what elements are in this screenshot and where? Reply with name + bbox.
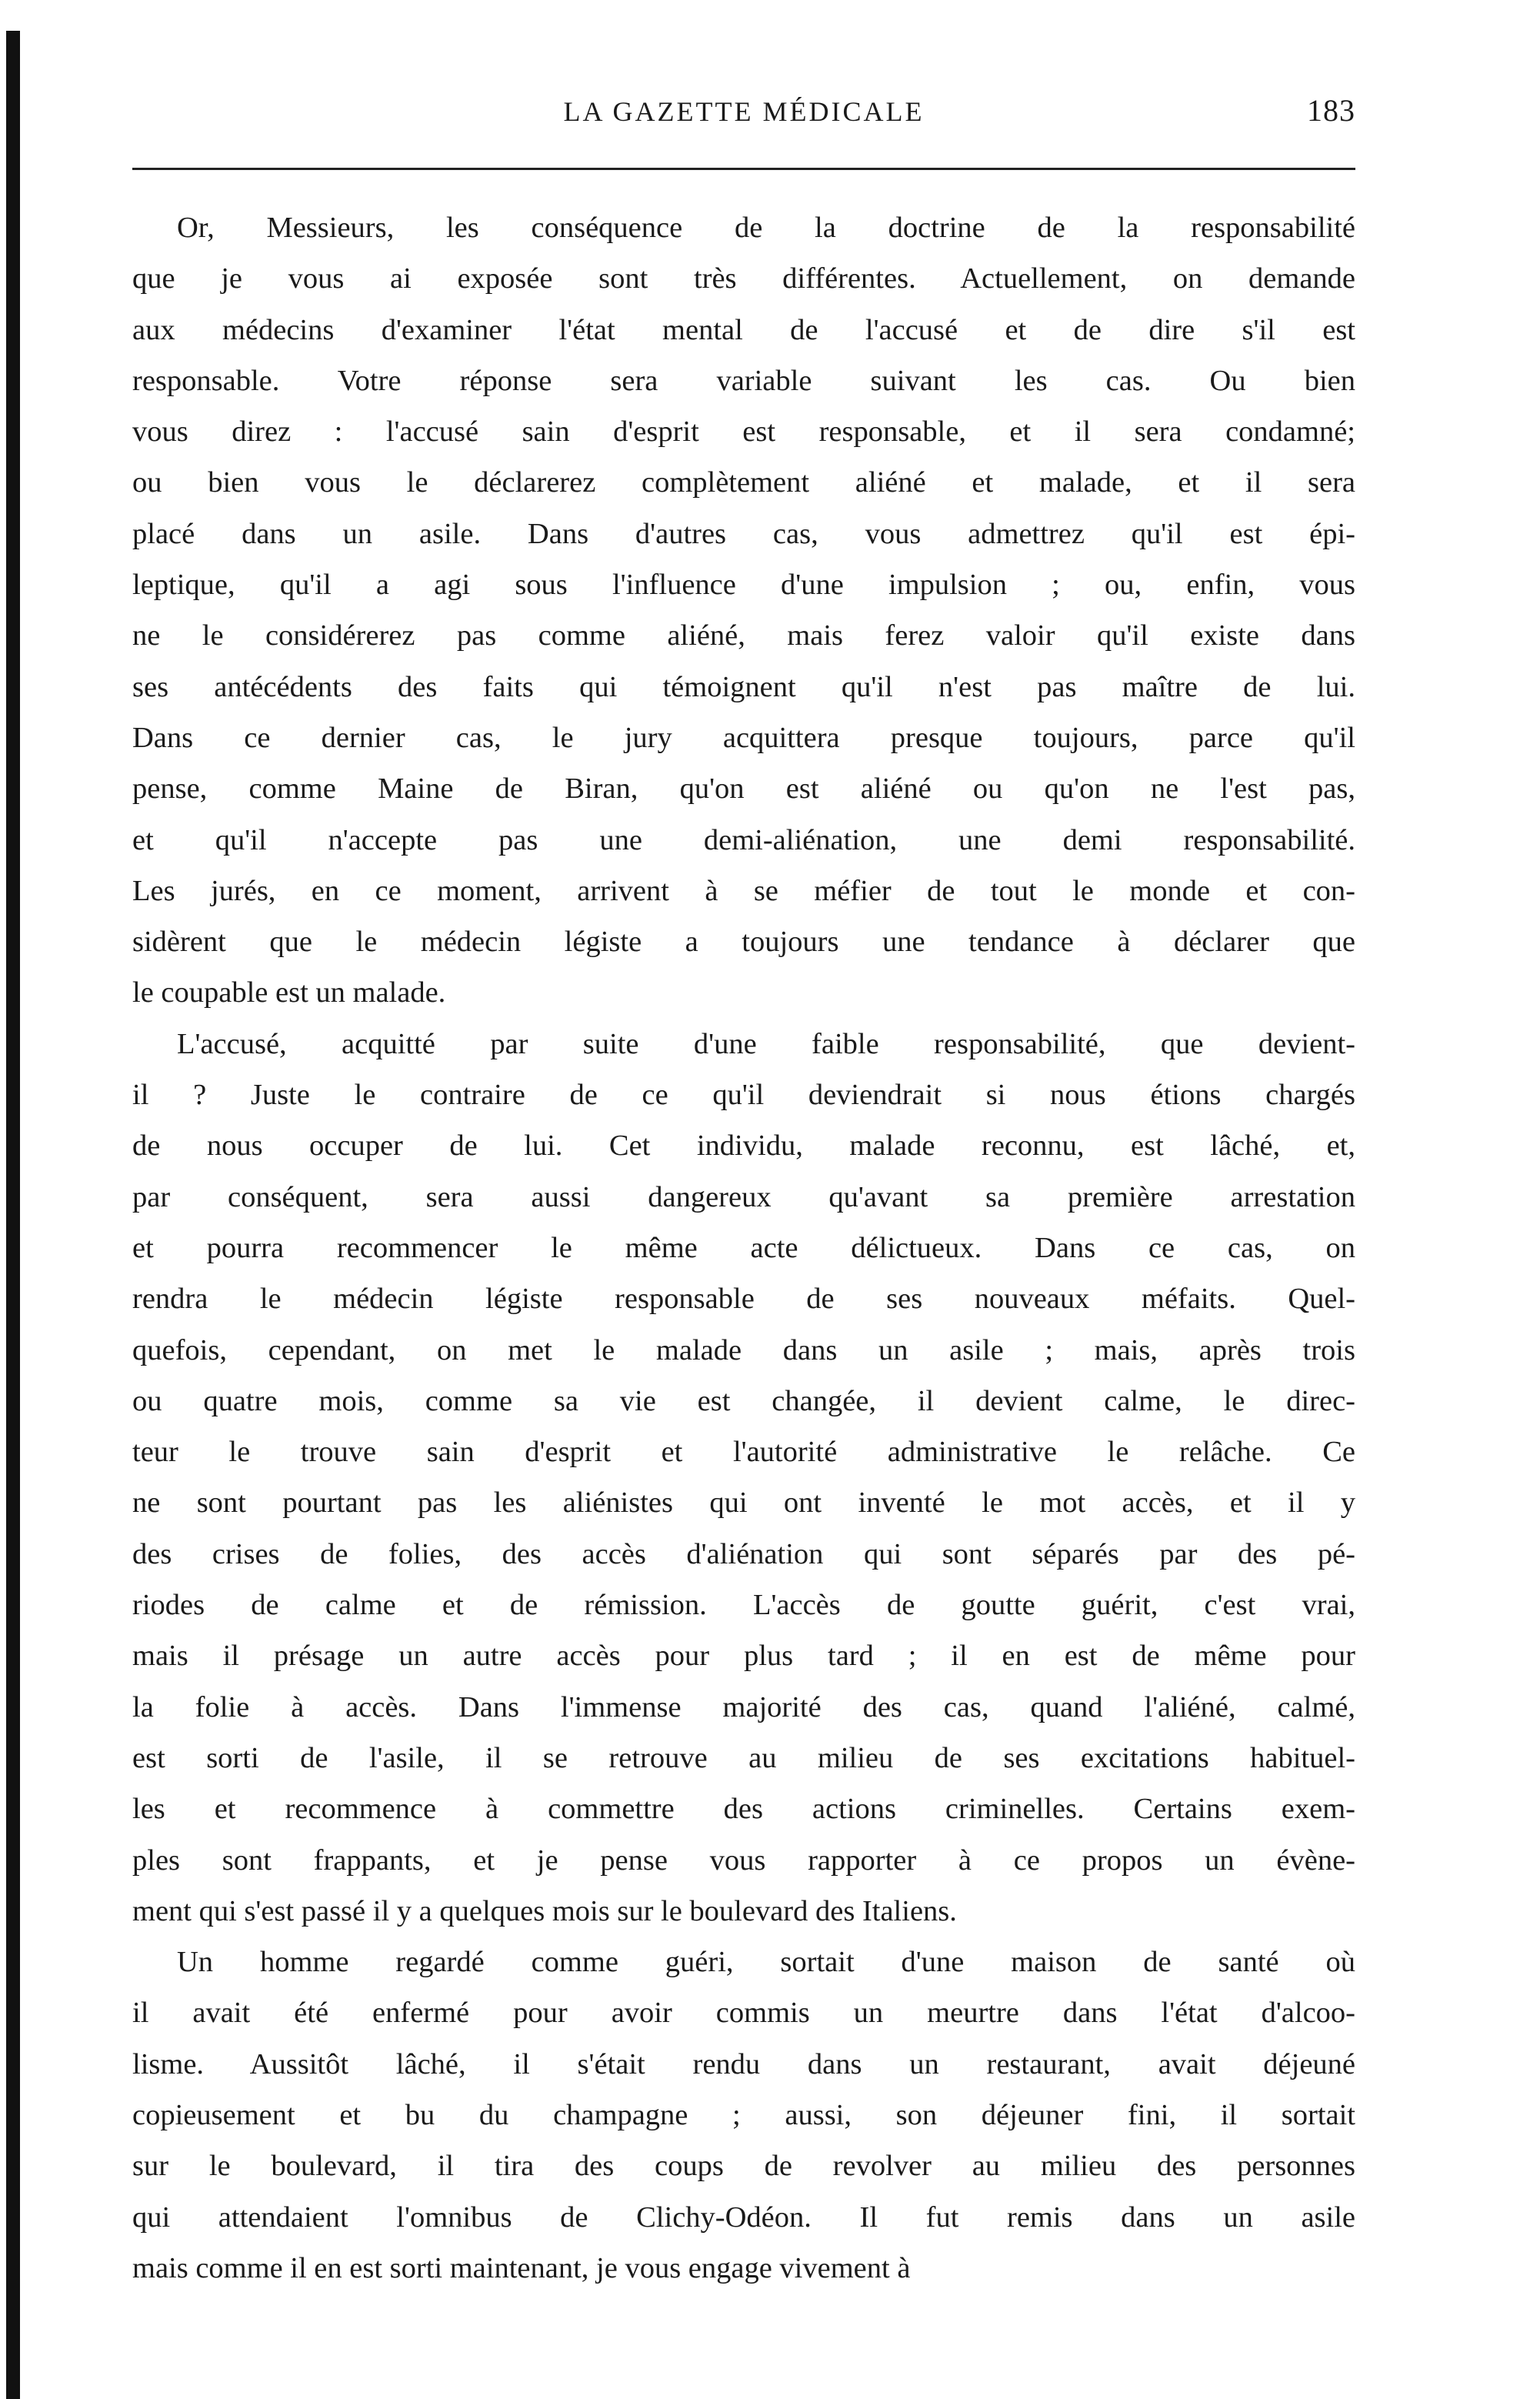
text-line: aux médecins d'examiner l'état mental de l'accusé et de dire s'il est [132, 313, 1355, 346]
text-line: teur le trouve sain d'esprit et l'autorité administrative le relâche. Ce [132, 1436, 1355, 1469]
text-line: les et recommence à commettre des actions criminelles. Certains exem- [132, 1793, 1355, 1826]
text-line: Un homme regardé comme guéri, sortait d'une maison de santé où [177, 1946, 1355, 1979]
text-line: des crises de folies, des accès d'aliénation qui sont séparés par des pé- [132, 1537, 1355, 1570]
text-line: ou bien vous le déclarerez complètement aliéné et malade, et il sera [132, 466, 1355, 499]
binding-edge [0, 0, 31, 2399]
text-line: ou quatre mois, comme sa vie est changée, il devient calme, le direc- [132, 1384, 1355, 1417]
text-line: ment qui s'est passé il y a quelques mois sur le boulevard des Italiens. [132, 1894, 957, 1927]
text-line: leptique, qu'il a agi sous l'influence d'une impulsion ; ou, enfin, vous [132, 569, 1355, 602]
text-line: ne le considérerez pas comme aliéné, mais ferez valoir qu'il existe dans [132, 619, 1355, 652]
text-line: il ? Juste le contraire de ce qu'il deviendrait si nous étions chargés [132, 1079, 1355, 1112]
text-line: Or, Messieurs, les conséquence de la doctrine de la responsabilité [177, 212, 1355, 244]
text-line: riodes de calme et de rémission. L'accès de goutte guérit, c'est vrai, [132, 1589, 1355, 1622]
header-rule [132, 168, 1355, 170]
text-line: pense, comme Maine de Biran, qu'on est aliéné ou qu'on ne l'est pas, [132, 772, 1355, 806]
text-line: est sorti de l'asile, il se retrouve au milieu de ses excitations habituel- [132, 1741, 1355, 1774]
running-head: LA GAZETTE MÉDICALE [563, 96, 925, 127]
text-line: et qu'il n'accepte pas une demi-aliénation, une demi responsabilité. [132, 823, 1355, 856]
text-line: que je vous ai exposée sont très différentes. Actuellement, on demande [132, 262, 1355, 295]
text-line: la folie à accès. Dans l'immense majorité des cas, quand l'aliéné, calmé, [132, 1690, 1355, 1723]
text-line: sidèrent que le médecin légiste a toujours une tendance à déclarer que [132, 926, 1355, 959]
text-line: quefois, cependant, on met le malade dans un asile ; mais, après trois [132, 1333, 1355, 1366]
text-line: placé dans un asile. Dans d'autres cas, vous admettrez qu'il est épi- [132, 517, 1355, 550]
text-line: de nous occuper de lui. Cet individu, malade reconnu, est lâché, et, [132, 1129, 1355, 1163]
text-line: responsable. Votre réponse sera variable suivant les cas. Ou bien [132, 364, 1355, 397]
text-line: ne sont pourtant pas les aliénistes qui ont inventé le mot accès, et il y [132, 1486, 1355, 1520]
text-line: le coupable est un malade. [132, 976, 446, 1009]
text-line: Les jurés, en ce moment, arrivent à se méfier de tout le monde et con- [132, 874, 1355, 907]
text-line: ses antécédents des faits qui témoignent qu'il n'est pas maître de lui. [132, 670, 1355, 703]
page-number: 183 [1307, 93, 1355, 128]
binding-stripe [6, 31, 20, 2399]
text-line: il avait été enfermé pour avoir commis un meurtre dans l'état d'alcoo- [132, 1997, 1355, 2030]
page-header [132, 85, 1355, 131]
text-line: Dans ce dernier cas, le jury acquittera presque toujours, parce qu'il [132, 721, 1355, 754]
text-line: mais comme il en est sorti maintenant, je vous engage vivement à [132, 2251, 911, 2284]
text-line: par conséquent, sera aussi dangereux qu'avant sa première arrestation [132, 1180, 1355, 1213]
text-line: L'accusé, acquitté par suite d'une faible responsabilité, que devient- [177, 1027, 1355, 1060]
text-line: mais il présage un autre accès pour plus tard ; il en est de même pour [132, 1640, 1355, 1673]
text-line: ples sont frappants, et je pense vous rapporter à ce propos un évène- [132, 1843, 1355, 1877]
body-text [132, 202, 1355, 2294]
text-line: rendra le médecin légiste responsable de ses nouveaux méfaits. Quel- [132, 1283, 1355, 1316]
paragraph [132, 202, 1355, 1019]
paragraph [132, 1019, 1355, 1937]
text-line: lisme. Aussitôt lâché, il s'était rendu dans un restaurant, avait déjeuné [132, 2047, 1355, 2080]
text-line: vous direz : l'accusé sain d'esprit est responsable, et il sera condamné; [132, 415, 1355, 449]
text-line: qui attendaient l'omnibus de Clichy-Odéon. Il fut remis dans un asile [132, 2200, 1355, 2234]
text-line: sur le boulevard, il tira des coups de revolver au milieu des personnes [132, 2150, 1355, 2183]
paragraph [132, 1937, 1355, 2294]
text-line: copieusement et bu du champagne ; aussi, son déjeuner fini, il sortait [132, 2098, 1355, 2131]
text-line: et pourra recommencer le même acte délictueux. Dans ce cas, on [132, 1231, 1355, 1264]
book-page [132, 85, 1355, 2294]
